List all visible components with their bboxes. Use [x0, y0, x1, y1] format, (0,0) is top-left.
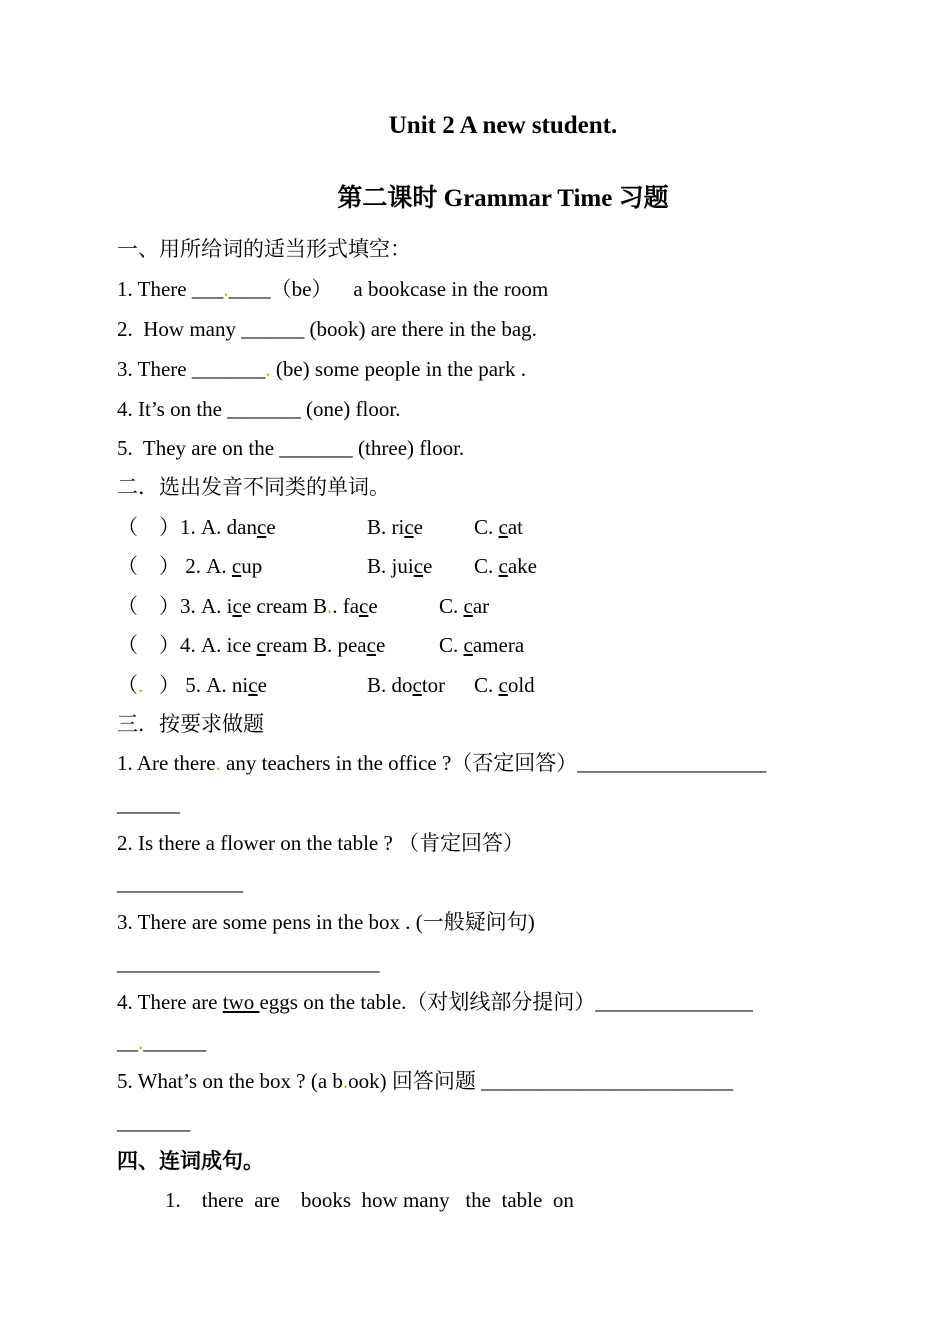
- s3-answer-line-4: __.______: [117, 1030, 207, 1054]
- s1-question-4: 4. It’s on the _______ (one) floor.: [117, 397, 401, 421]
- s3-question-3: 3. There are some pens in the box . (一般疑问句): [117, 910, 535, 934]
- s1-question-2: 2. How many ______ (book) are there in the bag.: [117, 317, 537, 341]
- s1-question-1: 1. There ___.____（be） a bookcase in the room: [117, 277, 549, 301]
- section2-heading: 二．选出发音不同类的单词。: [117, 475, 390, 499]
- section4-heading: 四、连词成句。: [117, 1149, 264, 1173]
- s3-question-1: 1. Are there. any teachers in the office ?（否定回答）__________________: [117, 751, 767, 775]
- section3-heading: 三．按要求做题: [117, 712, 264, 736]
- s3-answer-line-2: ____________: [117, 871, 243, 895]
- s2-question-5: （. ） 5. A. nice B. doctor C. cold: [117, 673, 535, 697]
- s1-question-5: 5. They are on the _______ (three) floor.: [117, 436, 465, 460]
- s2-question-3: （ ）3. A. ice cream B.. face C. car: [117, 594, 490, 618]
- s2-question-4: （ ）4. A. ice cream B. peace C. camera: [117, 633, 525, 657]
- s1-question-3: 3. There _______. (be) some people in the park .: [117, 357, 527, 381]
- section1-heading: 一、用所给词的适当形式填空：: [117, 237, 411, 261]
- worksheet-subtitle: 第二课时 Grammar Time 习题: [337, 185, 669, 212]
- s2-question-2: （ ） 2. A. cup B. juice C. cake: [117, 554, 537, 578]
- worksheet-title: Unit 2 A new student.: [388, 112, 618, 139]
- s3-question-5: 5. What’s on the box ? (a b.ook) 回答问题 ________________________: [117, 1069, 734, 1093]
- s3-answer-line-3: _________________________: [117, 951, 380, 975]
- s2-question-1: （ ）1. A. dance B. rice C. cat: [117, 515, 523, 539]
- s3-question-2: 2. Is there a flower on the table ? （肯定回答）: [117, 831, 525, 855]
- s3-answer-line-5: _______: [117, 1110, 191, 1134]
- s3-question-4: 4. There are two eggs on the table.（对划线部分提问）_______________: [117, 990, 753, 1014]
- s3-answer-line-1: ______: [117, 792, 180, 816]
- s4-question-1: 1. there are books how many the table on: [165, 1188, 574, 1212]
